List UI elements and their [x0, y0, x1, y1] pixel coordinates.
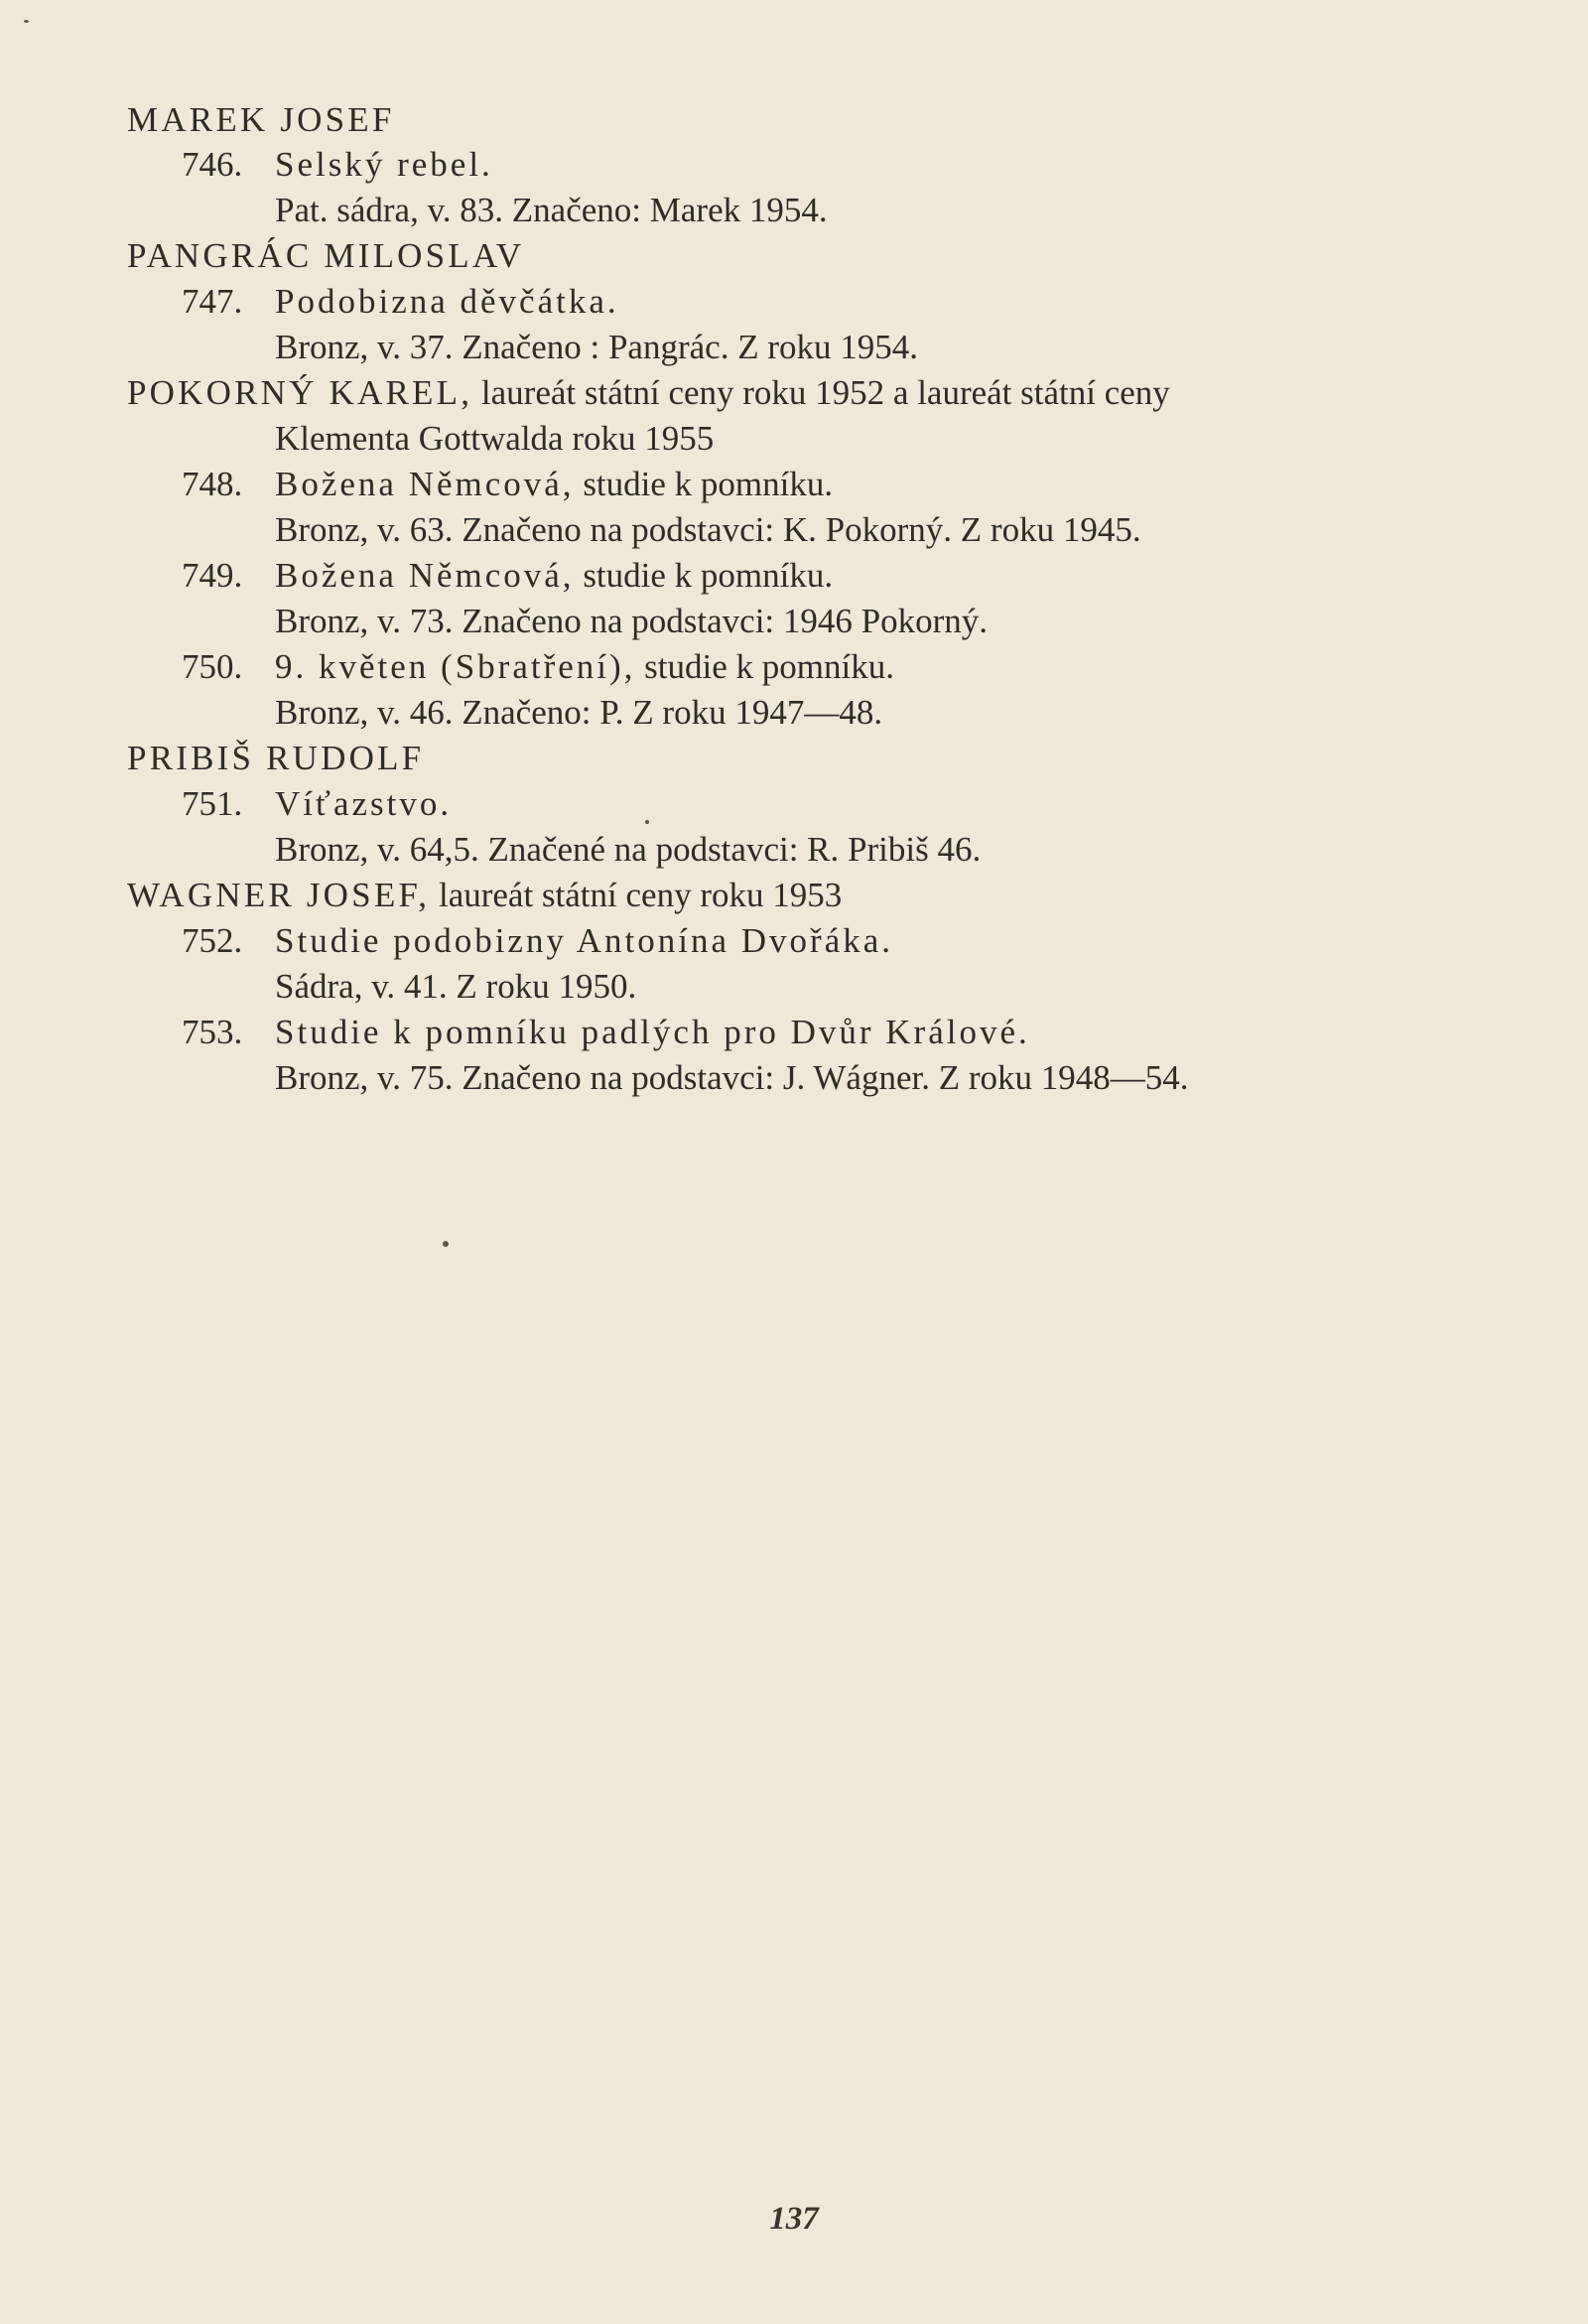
- item-detail: Bronz, v. 63. Značeno na podstavci: K. Pokorný. Z roku 1945.: [275, 510, 1141, 549]
- scan-speck: [443, 1241, 449, 1247]
- item-number: 753.: [182, 1013, 243, 1051]
- artist-note: laureát státní ceny roku 1952 a laureát státní ceny: [480, 373, 1170, 412]
- item-title: Podobizna děvčátka.: [275, 282, 619, 321]
- item-detail: Bronz, v. 75. Značeno na podstavci: J. Wágner. Z roku 1948—54.: [275, 1058, 1189, 1097]
- scan-speck: [645, 820, 649, 824]
- catalog-item: [182, 781, 452, 827]
- item-title: Božena Němcová,: [275, 556, 575, 595]
- catalog-item: [182, 462, 833, 507]
- item-title: Božena Němcová,: [275, 465, 575, 503]
- item-title: Studie k pomníku padlých pro Dvůr Králové.: [275, 1013, 1030, 1051]
- artist-name: WAGNER JOSEF,: [127, 876, 431, 914]
- item-detail: Bronz, v. 73. Značeno na podstavci: 1946 Pokorný.: [275, 602, 989, 640]
- scan-speck: [24, 20, 29, 23]
- item-number: 748.: [182, 465, 243, 503]
- item-number: 751.: [182, 784, 243, 823]
- artist-heading: PANGRÁC MILOSLAV: [127, 236, 525, 275]
- item-number: 752.: [182, 921, 243, 960]
- catalog-item: [182, 553, 833, 599]
- item-detail: Bronz, v. 64,5. Značené na podstavci: R. Pribiš 46.: [275, 830, 982, 869]
- artist-name: POKORNÝ KAREL,: [127, 373, 473, 412]
- catalog-item: [182, 279, 619, 325]
- item-title-suffix: studie k pomníku.: [644, 647, 894, 686]
- item-title: Studie podobizny Antonína Dvořáka.: [275, 921, 894, 960]
- item-detail: Bronz, v. 46. Značeno: P. Z roku 1947—48.: [275, 693, 883, 732]
- item-number: 749.: [182, 556, 243, 595]
- artist-heading: MAREK JOSEF: [127, 100, 395, 139]
- item-title-suffix: studie k pomníku.: [583, 556, 834, 595]
- item-detail: Pat. sádra, v. 83. Značeno: Marek 1954.: [275, 191, 828, 229]
- artist-heading: PRIBIŠ RUDOLF: [127, 739, 425, 777]
- page-number: 137: [769, 2201, 819, 2237]
- item-detail: Sádra, v. 41. Z roku 1950.: [275, 967, 637, 1006]
- catalog-item: [182, 644, 894, 690]
- catalog-item: [182, 1010, 1030, 1055]
- item-title: Selský rebel.: [275, 145, 493, 184]
- item-detail: Bronz, v. 37. Značeno : Pangrác. Z roku 1954.: [275, 328, 918, 366]
- item-title: 9. květen (Sbratření),: [275, 647, 636, 686]
- item-number: 747.: [182, 282, 243, 321]
- item-title: Víťazstvo.: [275, 784, 453, 823]
- item-title-suffix: studie k pomníku.: [583, 465, 834, 503]
- item-number: 750.: [182, 647, 243, 686]
- catalog-item: [182, 918, 893, 964]
- artist-note-continued: Klementa Gottwalda roku 1955: [275, 419, 715, 458]
- catalog-item: [182, 142, 493, 188]
- artist-heading: [127, 873, 842, 918]
- artist-note: laureát státní ceny roku 1953: [438, 876, 843, 914]
- artist-heading: [127, 370, 1170, 416]
- item-number: 746.: [182, 145, 243, 184]
